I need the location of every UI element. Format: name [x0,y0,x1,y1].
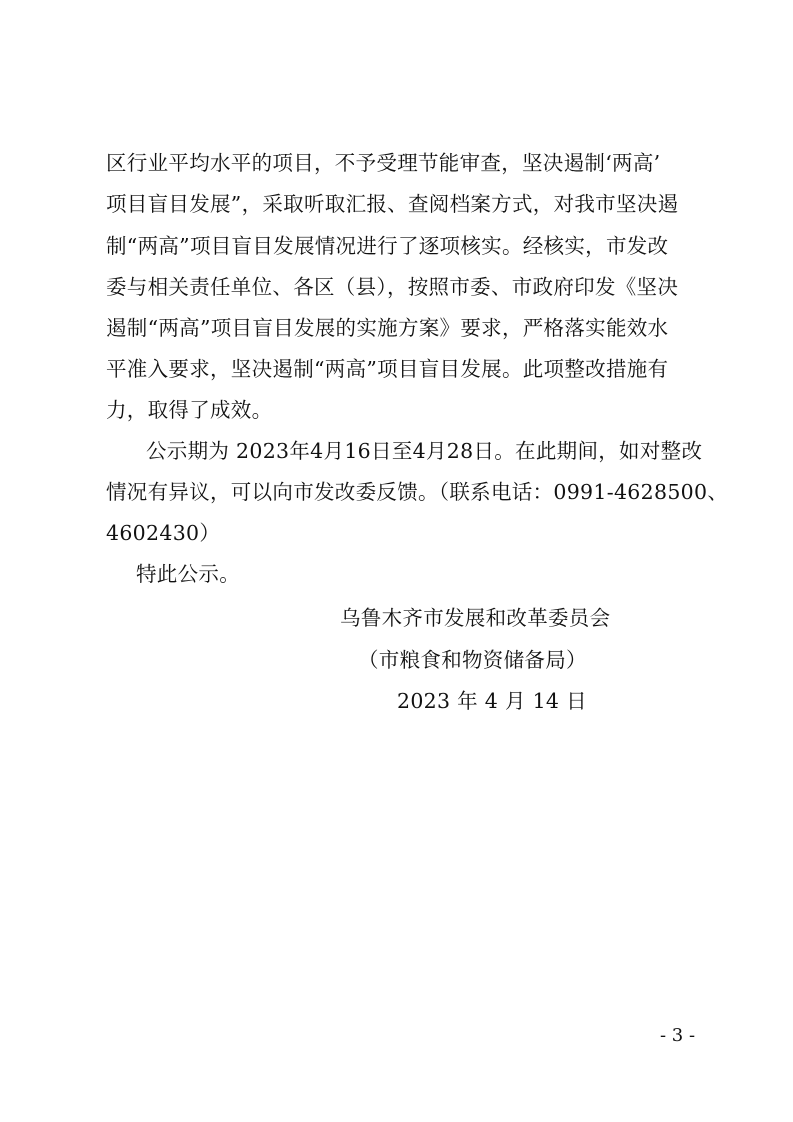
body-line-2: 项目盲目发展”，采取听取汇报、查阅档案方式，对我市坚决遏 [106,192,679,216]
page-number: - 3 - [660,1025,696,1046]
signature-sub-org: （市粮食和物资储备局） [358,648,587,672]
body-line-1: 区行业平均水平的项目，不予受理节能审查，坚决遏制‘两高’ [106,151,661,175]
signature-org: 乌鲁木齐市发展和改革委员会 [340,606,611,630]
body-line-9: 情况有异议，可以向市发改委反馈。（联系电话：0991-4628500、 [106,480,729,504]
body-line-8: 公示期为 2023年4月16日至4月28日。在此期间，如对整改 [146,439,703,463]
body-line-3: 制“两高”项目盲目发展情况进行了逐项核实。经核实，市发改 [106,234,669,258]
body-line-5: 遏制“两高”项目盲目发展的实施方案》要求，严格落实能效水 [106,316,669,340]
body-line-6: 平准入要求，坚决遏制“两高”项目盲目发展。此项整改措施有 [106,357,669,381]
signature-date: 2023 年 4 月 14 日 [397,689,587,713]
body-line-7: 力，取得了成效。 [106,398,273,422]
body-line-4: 委与相关责任单位、各区（县），按照市委、市政府印发《坚决 [106,275,679,299]
closing-line: 特此公示。 [136,562,240,586]
body-line-10: 4602430） [106,521,221,545]
